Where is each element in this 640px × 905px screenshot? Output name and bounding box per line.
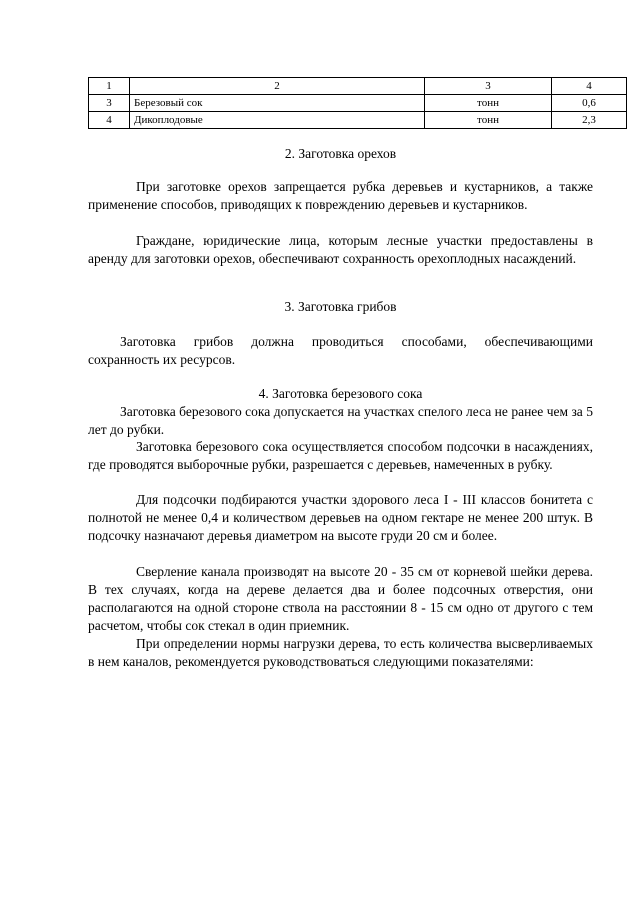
paragraph: Заготовка березового сока допускается на участках спелого леса не ранее чем за 5 лет до рубки. bbox=[88, 404, 593, 437]
resources-table bbox=[88, 77, 627, 129]
table-row bbox=[89, 112, 627, 129]
table-header-row bbox=[89, 78, 627, 95]
table-cell: 2,3 bbox=[552, 112, 627, 129]
table-header-cell: 3 bbox=[425, 78, 552, 95]
paragraph: При определении нормы нагрузки дерева, то есть количества высверливаемых в нем каналов, рекомендуется руководствоваться следующими показателями: bbox=[88, 636, 593, 669]
table-cell: 3 bbox=[89, 95, 130, 112]
table-cell: 0,6 bbox=[552, 95, 627, 112]
table-cell: Березовый сок bbox=[130, 95, 425, 112]
table-cell: Дикоплодовые bbox=[130, 112, 425, 129]
table-cell: тонн bbox=[425, 95, 552, 112]
paragraph: При заготовке орехов запрещается рубка деревьев и кустарников, а также применение способов, приводящих к повреждению деревьев и кустарников. bbox=[88, 179, 593, 212]
paragraph: Заготовка грибов должна проводиться способами, обеспечивающими сохранность их ресурсов. bbox=[88, 334, 593, 367]
table-row bbox=[89, 95, 627, 112]
paragraph: Сверление канала производят на высоте 20 - 35 см от корневой шейки дерева. В тех случаях, когда на дереве делается два и более подсочных отверстия, они располагаются на одной стороне ствола на расстоянии 8 - 15 см одно от другого с тем расчетом, чтобы сок стекал в один приемник. bbox=[88, 564, 593, 633]
table-cell: тонн bbox=[425, 112, 552, 129]
paragraph: Граждане, юридические лица, которым лесные участки предоставлены в аренду для заготовки орехов, обеспечивают сохранность орехоплодных насаждений. bbox=[88, 233, 593, 266]
table-header-cell: 1 bbox=[89, 78, 130, 95]
table-header-cell: 2 bbox=[130, 78, 425, 95]
section-heading: 3. Заготовка грибов bbox=[284, 299, 397, 314]
table-cell: 4 bbox=[89, 112, 130, 129]
paragraph: Заготовка березового сока осуществляется способом подсочки в насаждениях, где проводятся выборочные рубки, разрешается с деревьев, намеченных в рубку. bbox=[88, 439, 593, 472]
section-heading: 4. Заготовка березового сока bbox=[258, 386, 423, 401]
table-header-cell: 4 bbox=[552, 78, 627, 95]
section-heading: 2. Заготовка орехов bbox=[284, 146, 397, 161]
paragraph: Для подсочки подбираются участки здорового леса I - III классов бонитета с полнотой не менее 0,4 и количеством деревьев на одном гектаре не менее 200 штук. В подсочку назначают деревья диаметром на высоте груди 20 см и более. bbox=[88, 492, 593, 543]
